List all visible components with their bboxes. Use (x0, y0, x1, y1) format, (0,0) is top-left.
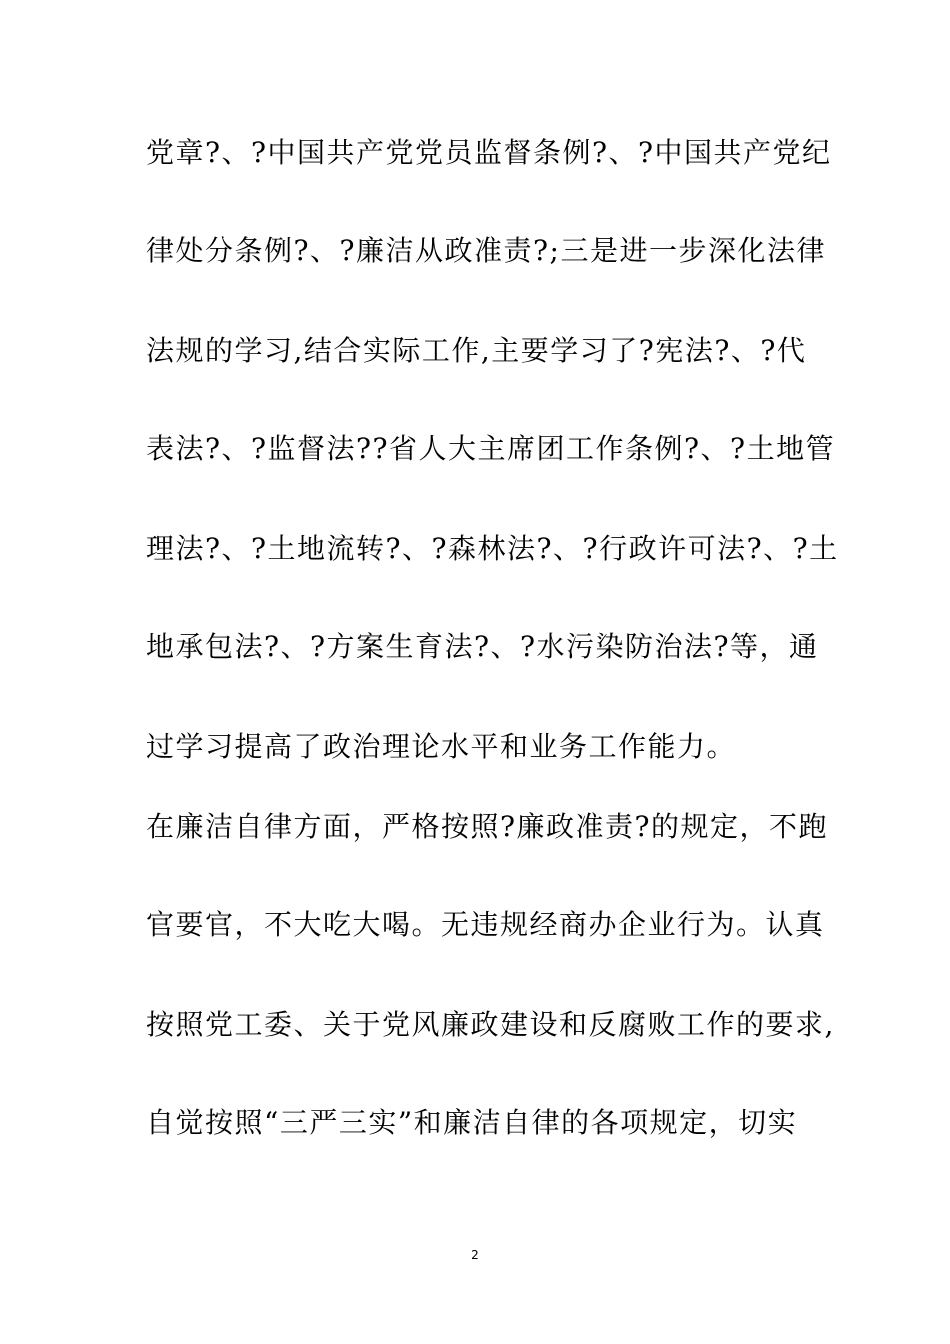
body-text-line: 官要官，不大吃大喝。无违规经商办企业行为。认真 (146, 908, 825, 941)
body-text-line: 在廉洁自律方面，严格按照?廉政准责?的规定，不跑 (146, 810, 829, 843)
body-text-line: 理法?、?土地流转?、?森林法?、?行政许可法?、?土 (146, 532, 839, 565)
body-text-line: 律处分条例?、?廉洁从政准责?;三是进一步深化法律 (146, 234, 826, 267)
page-number: 2 (471, 1248, 479, 1262)
body-text-line: 地承包法?、?方案生育法?、?水污染防治法?等，通 (146, 630, 819, 663)
body-text-line: 表法?、?监督法??省人大主席团工作条例?、?土地管 (146, 432, 836, 465)
body-text-line: 法规的学习,结合实际工作,主要学习了?宪法?、?代 (146, 334, 807, 367)
body-text-line: 按照党工委、关于党风廉政建设和反腐败工作的要求, (146, 1008, 835, 1041)
body-text-line: 党章?、?中国共产党党员监督条例?、?中国共产党纪 (146, 136, 832, 169)
body-text-line: 过学习提高了政治理论水平和业务工作能力。 (146, 730, 737, 763)
body-text-line: 自觉按照“三严三实”和廉洁自律的各项规定，切实 (146, 1106, 798, 1139)
